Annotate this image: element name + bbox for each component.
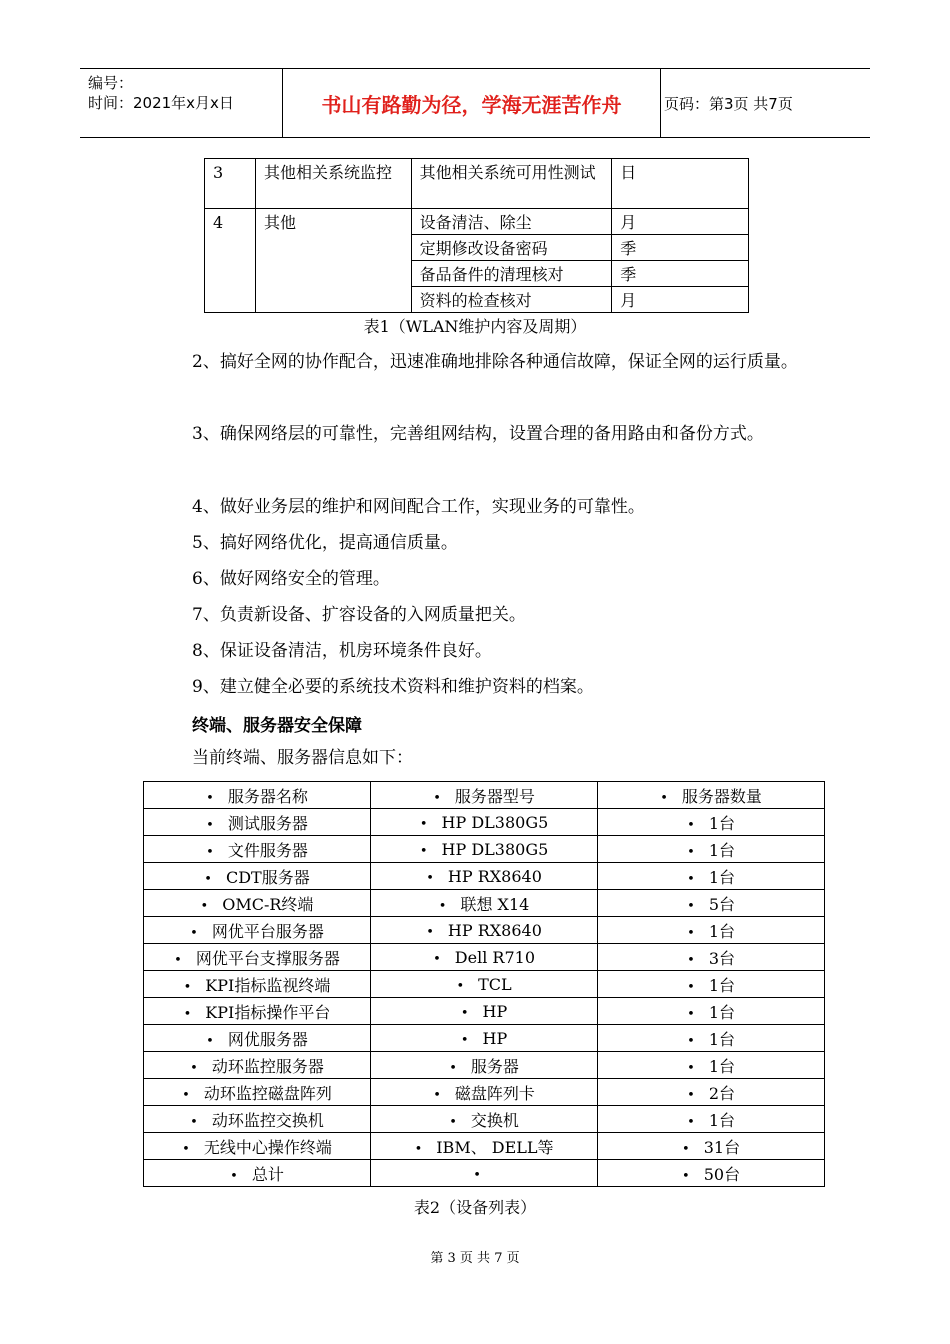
intro-paragraph: 当前终端、服务器信息如下： xyxy=(192,748,413,768)
table-row xyxy=(205,159,749,209)
table-cell-system: 其他 xyxy=(255,209,411,313)
table-cell-period: 季 xyxy=(612,261,749,287)
table-row xyxy=(144,1052,825,1079)
table-row xyxy=(144,917,825,944)
table-cell: • 1台 xyxy=(598,971,825,998)
table-cell: • 50台 xyxy=(598,1160,825,1187)
table-cell-period: 日 xyxy=(612,159,749,209)
table-header-row xyxy=(144,782,825,809)
table-cell: • 1台 xyxy=(598,1106,825,1133)
table-cell-item: 定期修改设备密码 xyxy=(411,235,612,261)
table-cell: • 1台 xyxy=(598,809,825,836)
table-row xyxy=(144,890,825,917)
table-cell: • 1台 xyxy=(598,1025,825,1052)
table-cell: • HP RX8640 xyxy=(370,917,597,944)
maintenance-table xyxy=(204,158,749,313)
table-cell: • 1台 xyxy=(598,1052,825,1079)
table-row xyxy=(144,836,825,863)
table-cell: • HP DL380G5 xyxy=(370,809,597,836)
paragraph: 2、搞好全网的协作配合，迅速准确地排除各种通信故障，保证全网的运行质量。 xyxy=(192,352,798,372)
table-cell: • 总计 xyxy=(144,1160,371,1187)
table-cell: • Dell R710 xyxy=(370,944,597,971)
table-cell: • 1台 xyxy=(598,917,825,944)
table-cell: • 网优服务器 xyxy=(144,1025,371,1052)
table-cell: • TCL xyxy=(370,971,597,998)
table-cell: • 动环监控交换机 xyxy=(144,1106,371,1133)
table2-caption: 表2（设备列表） xyxy=(413,1198,537,1217)
paragraph: 5、搞好网络优化，提高通信质量。 xyxy=(192,533,458,553)
header-motto: 书山有路勤为径，学海无涯苦作舟 xyxy=(282,69,661,137)
document-time-label: 时间：2021年x月x日 xyxy=(88,94,234,112)
table-cell: • 交换机 xyxy=(370,1106,597,1133)
table-cell: • 磁盘阵列卡 xyxy=(370,1079,597,1106)
table-row xyxy=(144,1025,825,1052)
table-header-cell: • 服务器数量 xyxy=(598,782,825,809)
table1-caption: 表1（WLAN维护内容及周期） xyxy=(363,317,587,336)
table-cell: • CDT服务器 xyxy=(144,863,371,890)
table-row xyxy=(144,1160,825,1187)
table-cell: • xyxy=(370,1160,597,1187)
table-row xyxy=(144,809,825,836)
table-cell-period: 月 xyxy=(612,287,749,313)
table-cell-period: 季 xyxy=(612,235,749,261)
page-header xyxy=(80,68,870,138)
table-cell-system: 其他相关系统监控 xyxy=(255,159,411,209)
table-cell: • 1台 xyxy=(598,998,825,1025)
table-row xyxy=(144,971,825,998)
table-cell: • 动环监控磁盘阵列 xyxy=(144,1079,371,1106)
table-cell: • OMC-R终端 xyxy=(144,890,371,917)
table-cell-item: 资料的检查核对 xyxy=(411,287,612,313)
paragraph: 7、负责新设备、扩容设备的入网质量把关。 xyxy=(192,605,526,625)
paragraph: 6、做好网络安全的管理。 xyxy=(192,569,390,589)
table-row xyxy=(144,998,825,1025)
table-row xyxy=(144,944,825,971)
table-cell-period: 月 xyxy=(612,209,749,235)
table-cell: • 31台 xyxy=(598,1133,825,1160)
table-cell: • 网优平台支撑服务器 xyxy=(144,944,371,971)
table-cell: • HP xyxy=(370,998,597,1025)
table-cell: • 联想 X14 xyxy=(370,890,597,917)
device-table xyxy=(143,781,825,1187)
table-cell: • 2台 xyxy=(598,1079,825,1106)
table-row xyxy=(205,209,749,235)
table-row xyxy=(144,1133,825,1160)
table-row xyxy=(144,863,825,890)
table-cell: • 测试服务器 xyxy=(144,809,371,836)
paragraph: 4、做好业务层的维护和网间配合工作，实现业务的可靠性。 xyxy=(192,497,645,517)
table-cell: • 5台 xyxy=(598,890,825,917)
paragraph: 3、确保网络层的可靠性，完善组网结构，设置合理的备用路由和备份方式。 xyxy=(192,424,764,444)
table-header-cell: • 服务器名称 xyxy=(144,782,371,809)
table-cell-no: 3 xyxy=(205,159,256,209)
table-cell-item: 备品备件的清理核对 xyxy=(411,261,612,287)
header-left xyxy=(88,73,234,113)
table-cell: • HP DL380G5 xyxy=(370,836,597,863)
page-footer: 第 3 页 共 7 页 xyxy=(430,1251,520,1266)
table-cell: • KPI指标操作平台 xyxy=(144,998,371,1025)
table-cell-no: 4 xyxy=(205,209,256,313)
table-cell: • HP xyxy=(370,1025,597,1052)
paragraph: 8、保证设备清洁，机房环境条件良好。 xyxy=(192,641,492,661)
document-number-label: 编号： xyxy=(88,74,134,92)
table-cell: • 1台 xyxy=(598,863,825,890)
paragraph: 9、建立健全必要的系统技术资料和维护资料的档案。 xyxy=(192,677,594,697)
table-cell: • 3台 xyxy=(598,944,825,971)
table-cell: • 网优平台服务器 xyxy=(144,917,371,944)
table-header-cell: • 服务器型号 xyxy=(370,782,597,809)
table-cell: • 服务器 xyxy=(370,1052,597,1079)
table-cell: • 无线中心操作终端 xyxy=(144,1133,371,1160)
table-cell: • 文件服务器 xyxy=(144,836,371,863)
header-page-label: 页码：第3页 共7页 xyxy=(664,95,793,113)
table-cell-item: 设备清洁、除尘 xyxy=(411,209,612,235)
table-cell: • KPI指标监视终端 xyxy=(144,971,371,998)
table-row xyxy=(144,1106,825,1133)
table-cell: • 动环监控服务器 xyxy=(144,1052,371,1079)
table-cell-item: 其他相关系统可用性测试 xyxy=(411,159,612,209)
table-cell: • 1台 xyxy=(598,836,825,863)
section-heading: 终端、服务器安全保障 xyxy=(192,716,362,736)
table-cell: • HP RX8640 xyxy=(370,863,597,890)
table-row xyxy=(144,1079,825,1106)
table-cell: • IBM、 DELL等 xyxy=(370,1133,597,1160)
